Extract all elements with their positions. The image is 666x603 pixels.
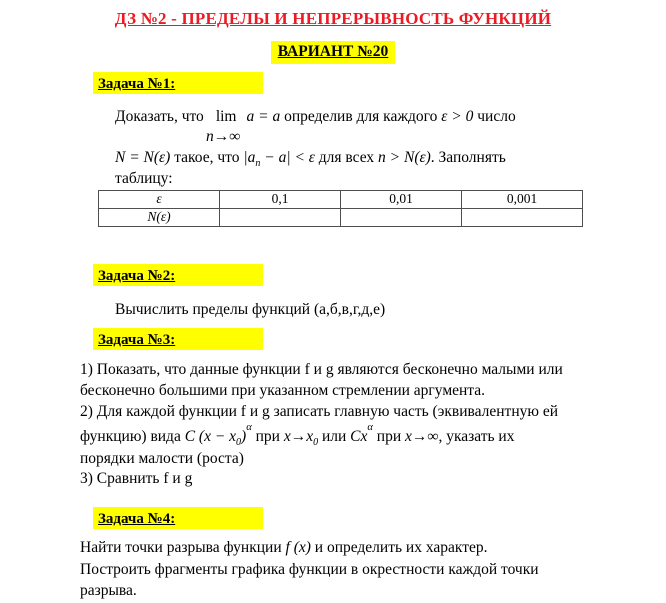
task4-heading: Задача №4: — [98, 511, 176, 527]
epsilon-table-header-row — [99, 191, 583, 209]
n-epsilon-row — [99, 209, 583, 227]
task4-text2: и определить их характер. — [314, 539, 488, 556]
task4-heading-band — [93, 507, 263, 529]
task1-statement-line1 — [115, 107, 516, 127]
task1-text6: . Заполнять — [430, 149, 506, 166]
cx-alpha-formula: $Cx^\alpha$ — [350, 421, 373, 445]
absolute-value-inequality: $|a_n - a| < \varepsilon$ — [243, 149, 315, 170]
task2-statement: Вычислить пределы функций (а,б,в,г,д,е) — [115, 301, 386, 318]
main-part-formula: C $(x - x_0)^\alpha$ — [184, 421, 252, 449]
task3-heading: Задача №3: — [98, 332, 176, 348]
task1-text3: число — [477, 108, 516, 125]
epsilon-header-cell: ε — [99, 191, 220, 209]
task3-item2-line1: 2) Для каждой функции f и g записать главную часть (эквивалентную ей — [80, 403, 558, 420]
task1-heading: Задача №1: — [98, 76, 176, 92]
n-epsilon-empty-cell — [220, 209, 341, 227]
task1-statement-line2 — [115, 148, 506, 168]
x-tends-infinity-formula: x→∞ — [405, 428, 439, 445]
task4-text1: Найти точки разрыва функции — [80, 539, 282, 556]
epsilon-value-cell: 0,1 — [220, 191, 341, 209]
task3-item2-line2 — [80, 421, 515, 449]
task2-heading: Задача №2: — [98, 268, 176, 284]
epsilon-table — [98, 190, 583, 227]
n-epsilon-empty-cell — [341, 209, 462, 227]
task4-statement-line3: разрыва. — [80, 582, 137, 599]
task1-heading-band — [93, 72, 263, 94]
limit-subscript-n-to-infinity: n→∞ — [206, 128, 241, 145]
task3-item3: 3) Сравнить f и g — [80, 470, 193, 487]
task3-text3: или — [321, 428, 347, 445]
task3-item1-line1: 1) Показать, что данные функции f и g являются бесконечно малыми или — [80, 361, 563, 378]
x-tends-x0-formula: $x\to x_0$ — [283, 428, 319, 449]
task4-statement-line1 — [80, 538, 488, 558]
limit-equality: a = a — [246, 108, 281, 125]
task2-heading-band — [93, 264, 263, 286]
task3-item1-line2: бесконечно большими при указанном стремлении аргумента. — [80, 382, 486, 399]
variant-heading: ВАРИАНТ №20 — [271, 41, 396, 64]
task4-statement-line2: Построить фрагменты графика функции в окрестности каждой точки — [80, 561, 539, 578]
variant-heading-row — [0, 41, 666, 64]
task3-text5: , указать их — [438, 428, 515, 445]
task1-text1: Доказать, что — [115, 108, 204, 125]
n-epsilon-empty-cell — [462, 209, 583, 227]
limit-operator: lim — [215, 108, 237, 125]
f-of-x-formula: f (x) — [285, 539, 311, 556]
page-title: ДЗ №2 - ПРЕДЕЛЫ И НЕПРЕРЫВНОСТЬ ФУНКЦИЙ — [114, 9, 552, 28]
task3-text4: при — [376, 428, 402, 445]
task1-text5: для всех — [318, 149, 375, 166]
epsilon-condition: ε > 0 — [441, 108, 474, 125]
epsilon-value-cell: 0,01 — [341, 191, 462, 209]
task1-text4: такое, что — [174, 149, 240, 166]
task3-text1: функцию) вида — [80, 428, 181, 445]
task3-item2-line3: порядки малости (роста) — [80, 450, 244, 467]
epsilon-value-cell: 0,001 — [462, 191, 583, 209]
n-epsilon-label-cell: N(ε) — [99, 209, 220, 227]
task3-heading-band — [93, 328, 263, 350]
n-epsilon-definition: N = N(ε) — [115, 149, 171, 166]
task1-statement-line3: таблицу: — [115, 170, 173, 187]
n-condition: n > N(ε) — [378, 149, 431, 166]
task3-text2: при — [255, 428, 280, 445]
task1-text2: определив для каждого — [284, 108, 438, 125]
